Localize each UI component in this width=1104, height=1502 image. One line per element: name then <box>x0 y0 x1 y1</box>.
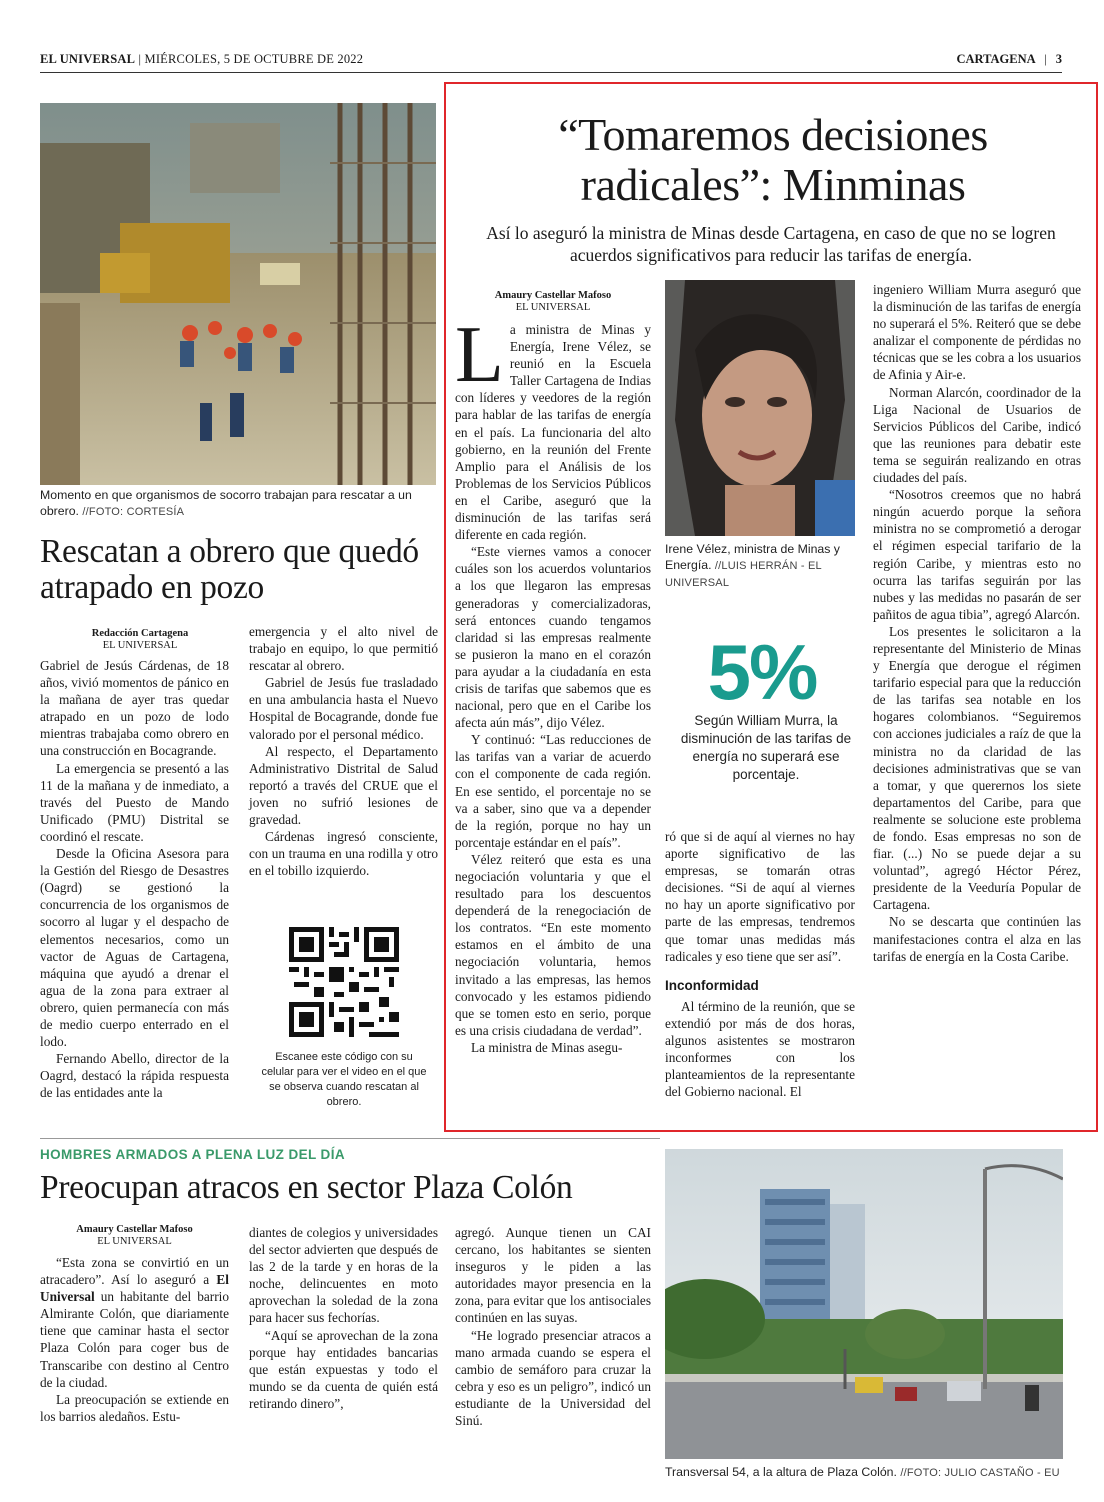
robbery-paragraph <box>40 1254 229 1391</box>
qr-code-icon <box>289 927 399 1037</box>
header-rule <box>40 72 1062 73</box>
minister-caption-text: Irene Vélez, ministra de Minas y Energía. <box>665 542 840 572</box>
rescue-byline-name: Redacción Cartagena <box>91 628 189 639</box>
rescue-paragraph: emergencia y el alto nivel de trabajo en equipo, lo que permitió rescatar al obrero. <box>249 624 438 674</box>
robbery-paragraph: diantes de colegios y universidades del sector advierten que después de las 2 de la tarde y en horas de la noche, delincuentes en moto aprovechan la soledad de la zona para hacer sus fechorías. <box>249 1225 438 1326</box>
main-paragraph: a ministra de Minas y Energía, Irene Vélez, se reunió en la Escuela Taller Cartagena de Indias con líderes y veedores de la región para hablar de las tarifas de energía en el país. La funcionaria del alto gobierno, en la reunión del Frente Amplio para el Análisis de los Problemas de los Servicios Públicos en el Caribe, aseguró que la disminución de las tarifas será diferente en cada región. <box>455 322 651 543</box>
minister-photo <box>665 280 855 536</box>
rescue-column-2 <box>249 623 438 879</box>
robbery-kicker: HOMBRES ARMADOS A PLENA LUZ DEL DÍA <box>40 1147 346 1162</box>
robbery-byline-name: Amaury Castellar Mafoso <box>76 1224 193 1235</box>
main-paragraph: “Nosotros creemos que no habrá ningún acuerdo porque la señora ministra no se comprometió a derogar el régimen especial tarifario de la región Caribe, y mientras esto no ocurra las tarifas seguirán por las nubes y las medidas no pasarán de ser pañitos de agua tibia”, agregó Alarcón. <box>873 487 1081 622</box>
main-paragraph: La ministra de Minas asegu- <box>471 1039 623 1055</box>
main-byline-name: Amaury Castellar Mafoso <box>494 290 612 301</box>
robbery-byline-org: EL UNIVERSAL <box>97 1236 172 1247</box>
robbery-text: un habitante del barrio Almirante Colón, que diariamente tiene que caminar hasta el sector Plaza Colón para coger bus de Transcaribe con destino al Centro de la ciudad. <box>40 1289 229 1390</box>
robbery-byline <box>40 1224 229 1248</box>
rescue-byline-org: EL UNIVERSAL <box>102 640 178 651</box>
rescue-paragraph: Gabriel de Jesús fue trasladado en una ambulancia hasta el Nuevo Hospital de Bocagrande, donde fue valorado por el personal médico. <box>249 675 438 742</box>
main-byline-org: EL UNIVERSAL <box>515 302 591 313</box>
plaza-caption-text: Transversal 54, a la altura de Plaza Colón. <box>665 1465 897 1479</box>
rescue-paragraph: Fernando Abello, director de la Oagrd, destacó la rápida respuesta de las entidades ante la <box>40 1051 229 1101</box>
robbery-paper-mention: El Universal <box>40 1272 229 1305</box>
stat-description: Según William Murra, la disminución de las tarifas de energía no superará ese porcentaje. <box>680 713 852 782</box>
rescue-photo-caption <box>40 487 436 520</box>
plaza-colon-caption <box>665 1464 1065 1481</box>
robbery-column-2 <box>249 1224 438 1412</box>
robbery-paragraph: “He logrado presenciar atracos a mano armada cuando se espera el cambio de semáforo para cruzar la cebra y eso es un peligro”, indicó un estudiante de la Universidad del Sinú. <box>455 1327 651 1429</box>
rescue-caption-credit: //FOTO: CORTESÍA <box>82 506 185 518</box>
section-divider <box>40 1138 660 1139</box>
minister-photo-image <box>665 280 855 536</box>
plaza-caption-credit: //FOTO: JULIO CASTAÑO - EU <box>900 1467 1060 1479</box>
paper-name: EL UNIVERSAL <box>40 52 136 66</box>
main-paragraph: ró que si de aquí al viernes no hay aporte significativo de las empresas, se tomarán otras decisiones. “Si de aquí al viernes no hay un aporte significativo por parte de las empresas, tendremos que tomar unas medidas más radicales y eso tiene que ser así”. <box>665 829 855 964</box>
main-paragraph: Y continuó: “Las reducciones de las tarifas van a variar de acuerdo con el componente de cada región. En ese sentido, el porcentaje no se va a saber, sino que va a depender de la región, porque no hay un porcentaje estándar en el país”. <box>455 732 651 850</box>
minister-caption-credit: //LUIS HERRÁN - EL UNIVERSAL <box>665 560 822 589</box>
main-paragraph: Al término de la reunión, que se extendió por más de dos horas, algunos asistentes se mostraron inconformes con los planteamientos de la representante del Gobierno nacional. El <box>665 998 855 1100</box>
rescue-paragraph: La emergencia se presentó a las 11 de la mañana y de inmediato, a través del Puesto de Mando Unificado (PMU) Distrital se coordinó el rescate. <box>40 760 229 844</box>
header-separator: | <box>138 52 142 66</box>
robbery-paragraph: “Aquí se aprovechan de la zona porque hay entidades bancarias que están expuestas y todo el mundo se da cuenta de quién está retirando dinero”, <box>249 1327 438 1411</box>
main-paragraph: Vélez reiteró que esta es una negociación voluntaria y que el resultado para los descuentos dependerá de la renegociación de los contratos. “En este momento estamos en el ámbito de una negociación voluntaria, hemos invitado a las empresas, las hemos convocado y les estamos pidiendo que se tomen esto en serio, porque es una crisis ciudadana de verdad”. <box>455 851 651 1038</box>
qr-caption: Escanee este código con su celular para ver el video en el que se observa cuando rescatan al obrero. <box>261 1051 427 1108</box>
main-column-2 <box>665 828 855 1100</box>
rescue-column-1 <box>40 657 229 1101</box>
robbery-column-3 <box>455 1224 651 1429</box>
dropcap-letter: L <box>455 311 504 399</box>
main-headline: “Tomaremos decisiones radicales”: Minminas <box>558 109 988 210</box>
main-paragraph: Norman Alarcón, coordinador de la Liga Nacional de Usuarios de Servicios Públicos del Caribe, indicó que las reuniones para debatir este tema se seguirán realizando en otras ciudades del país. <box>873 384 1081 486</box>
main-paragraph: “Este viernes vamos a conocer cuáles son los acuerdos voluntarios a los que llegaron las empresas generadoras y comercializadoras, será entonces cuando tengamos claridad si las empresas realmente se pusieron la mano en el corazón para ayudar a la ciudadanía en esta crisis de tarifas que sabemos que es nacional, pero que en el Caribe los afecta aún más”, dijo Vélez. <box>455 544 651 731</box>
section-name: CARTAGENA <box>956 52 1035 66</box>
main-column-1 <box>455 311 651 1056</box>
rescue-paragraph: Al respecto, el Departamento Administrativo Distrital de Salud reportó a través del CRUE que el joven no sufrió lesiones de gravedad. <box>249 743 438 828</box>
main-column-3 <box>873 281 1081 965</box>
main-paragraph: Los presentes le solicitaron a la representante del Ministerio de Minas y Energía que derogue el régimen tarifario especial para que la reducción de las tarifas sea notable en los hogares colombianos. “Seguiremos con acciones judiciales a raíz de que la ministra no da claridad de las decisiones administrativas que se van a tomar, y que querernos los siete departamentos del Caribe, para que realmente se solucione este problema de fondo. Esas empresas no son de fiar. (...) No se puede dejar a su voluntad”, agregó Héctor Pérez, presidente de la Veeduría Popular de Cartagena. <box>873 623 1081 913</box>
video-qr-code[interactable] <box>289 927 399 1037</box>
plaza-colon-photo-image <box>665 1149 1063 1459</box>
rescue-paragraph: Cárdenas ingresó consciente, con un trauma en una rodilla y otro en el tobillo izquierdo. <box>249 829 438 879</box>
main-paragraph: ingeniero William Murra aseguró que la disminución de las tarifas de energía no superará el 5%. Reiteró que se debe analizar el componente de pérdidas no técnicas que se les cobra a los usuarios de Afinia y Air-e. <box>873 282 1081 383</box>
rescue-headline: Rescatan a obrero que quedó atrapado en pozo <box>40 533 419 606</box>
minister-photo-caption <box>665 541 859 591</box>
robbery-text: “Esta zona se convirtió en un atracadero”. Así lo aseguró a <box>40 1255 229 1288</box>
page-header-left <box>40 52 363 67</box>
stat-value: 5% <box>707 628 817 716</box>
rescue-paragraph: Gabriel de Jesús Cárdenas, de 18 años, vivió momentos de pánico en la mañana de ayer tras quedar atrapado en un pozo de lodo mientras trabajaba como obrero en una construcción en Bocagrande. <box>40 658 229 759</box>
page-number: 3 <box>1055 52 1062 66</box>
rescue-photo <box>40 103 436 485</box>
page-header-right <box>956 52 1062 67</box>
plaza-colon-photo <box>665 1149 1063 1459</box>
rescue-caption-text: Momento en que organismos de socorro trabajan para rescatar a un obrero. <box>40 488 412 518</box>
header-separator-right: | <box>1044 52 1047 66</box>
main-paragraph: No se descarta que continúen las manifestaciones contra el alza en las tarifas de energía en la Costa Caribe. <box>873 914 1081 964</box>
issue-date: MIÉRCOLES, 5 DE OCTUBRE DE 2022 <box>144 52 364 66</box>
robbery-paragraph: La preocupación se extiende en los barrios aledaños. Estu- <box>40 1391 229 1424</box>
robbery-headline: Preocupan atracos en sector Plaza Colón <box>40 1169 573 1206</box>
robbery-column-1 <box>40 1254 229 1425</box>
rescue-photo-image <box>40 103 436 485</box>
main-deck: Así lo aseguró la ministra de Minas desde Cartagena, en caso de que no se logren acuerdos significativos para reducir las tarifas de energía. <box>486 223 1056 265</box>
subhead-inconformidad: Inconformidad <box>665 977 759 993</box>
robbery-paragraph: agregó. Aunque tienen un CAI cercano, los habitantes se sienten inseguros y le piden a las autoridades mayor presencia en la zona, para evitar que los antisociales continúen en las suyas. <box>455 1225 651 1326</box>
rescue-paragraph: Desde la Oficina Asesora para la Gestión del Riesgo de Desastres (Oagrd) se gestionó la concurrencia de los organismos de socorro al lugar y el despacho de elementos necesarios, como un vactor de Aguas de Cartagena, máquina que ayudó a drenar el agua de la zona para extraer al obrero, quien permanecía con más de medio cuerpo enterrado en el lodo. <box>40 846 229 1050</box>
